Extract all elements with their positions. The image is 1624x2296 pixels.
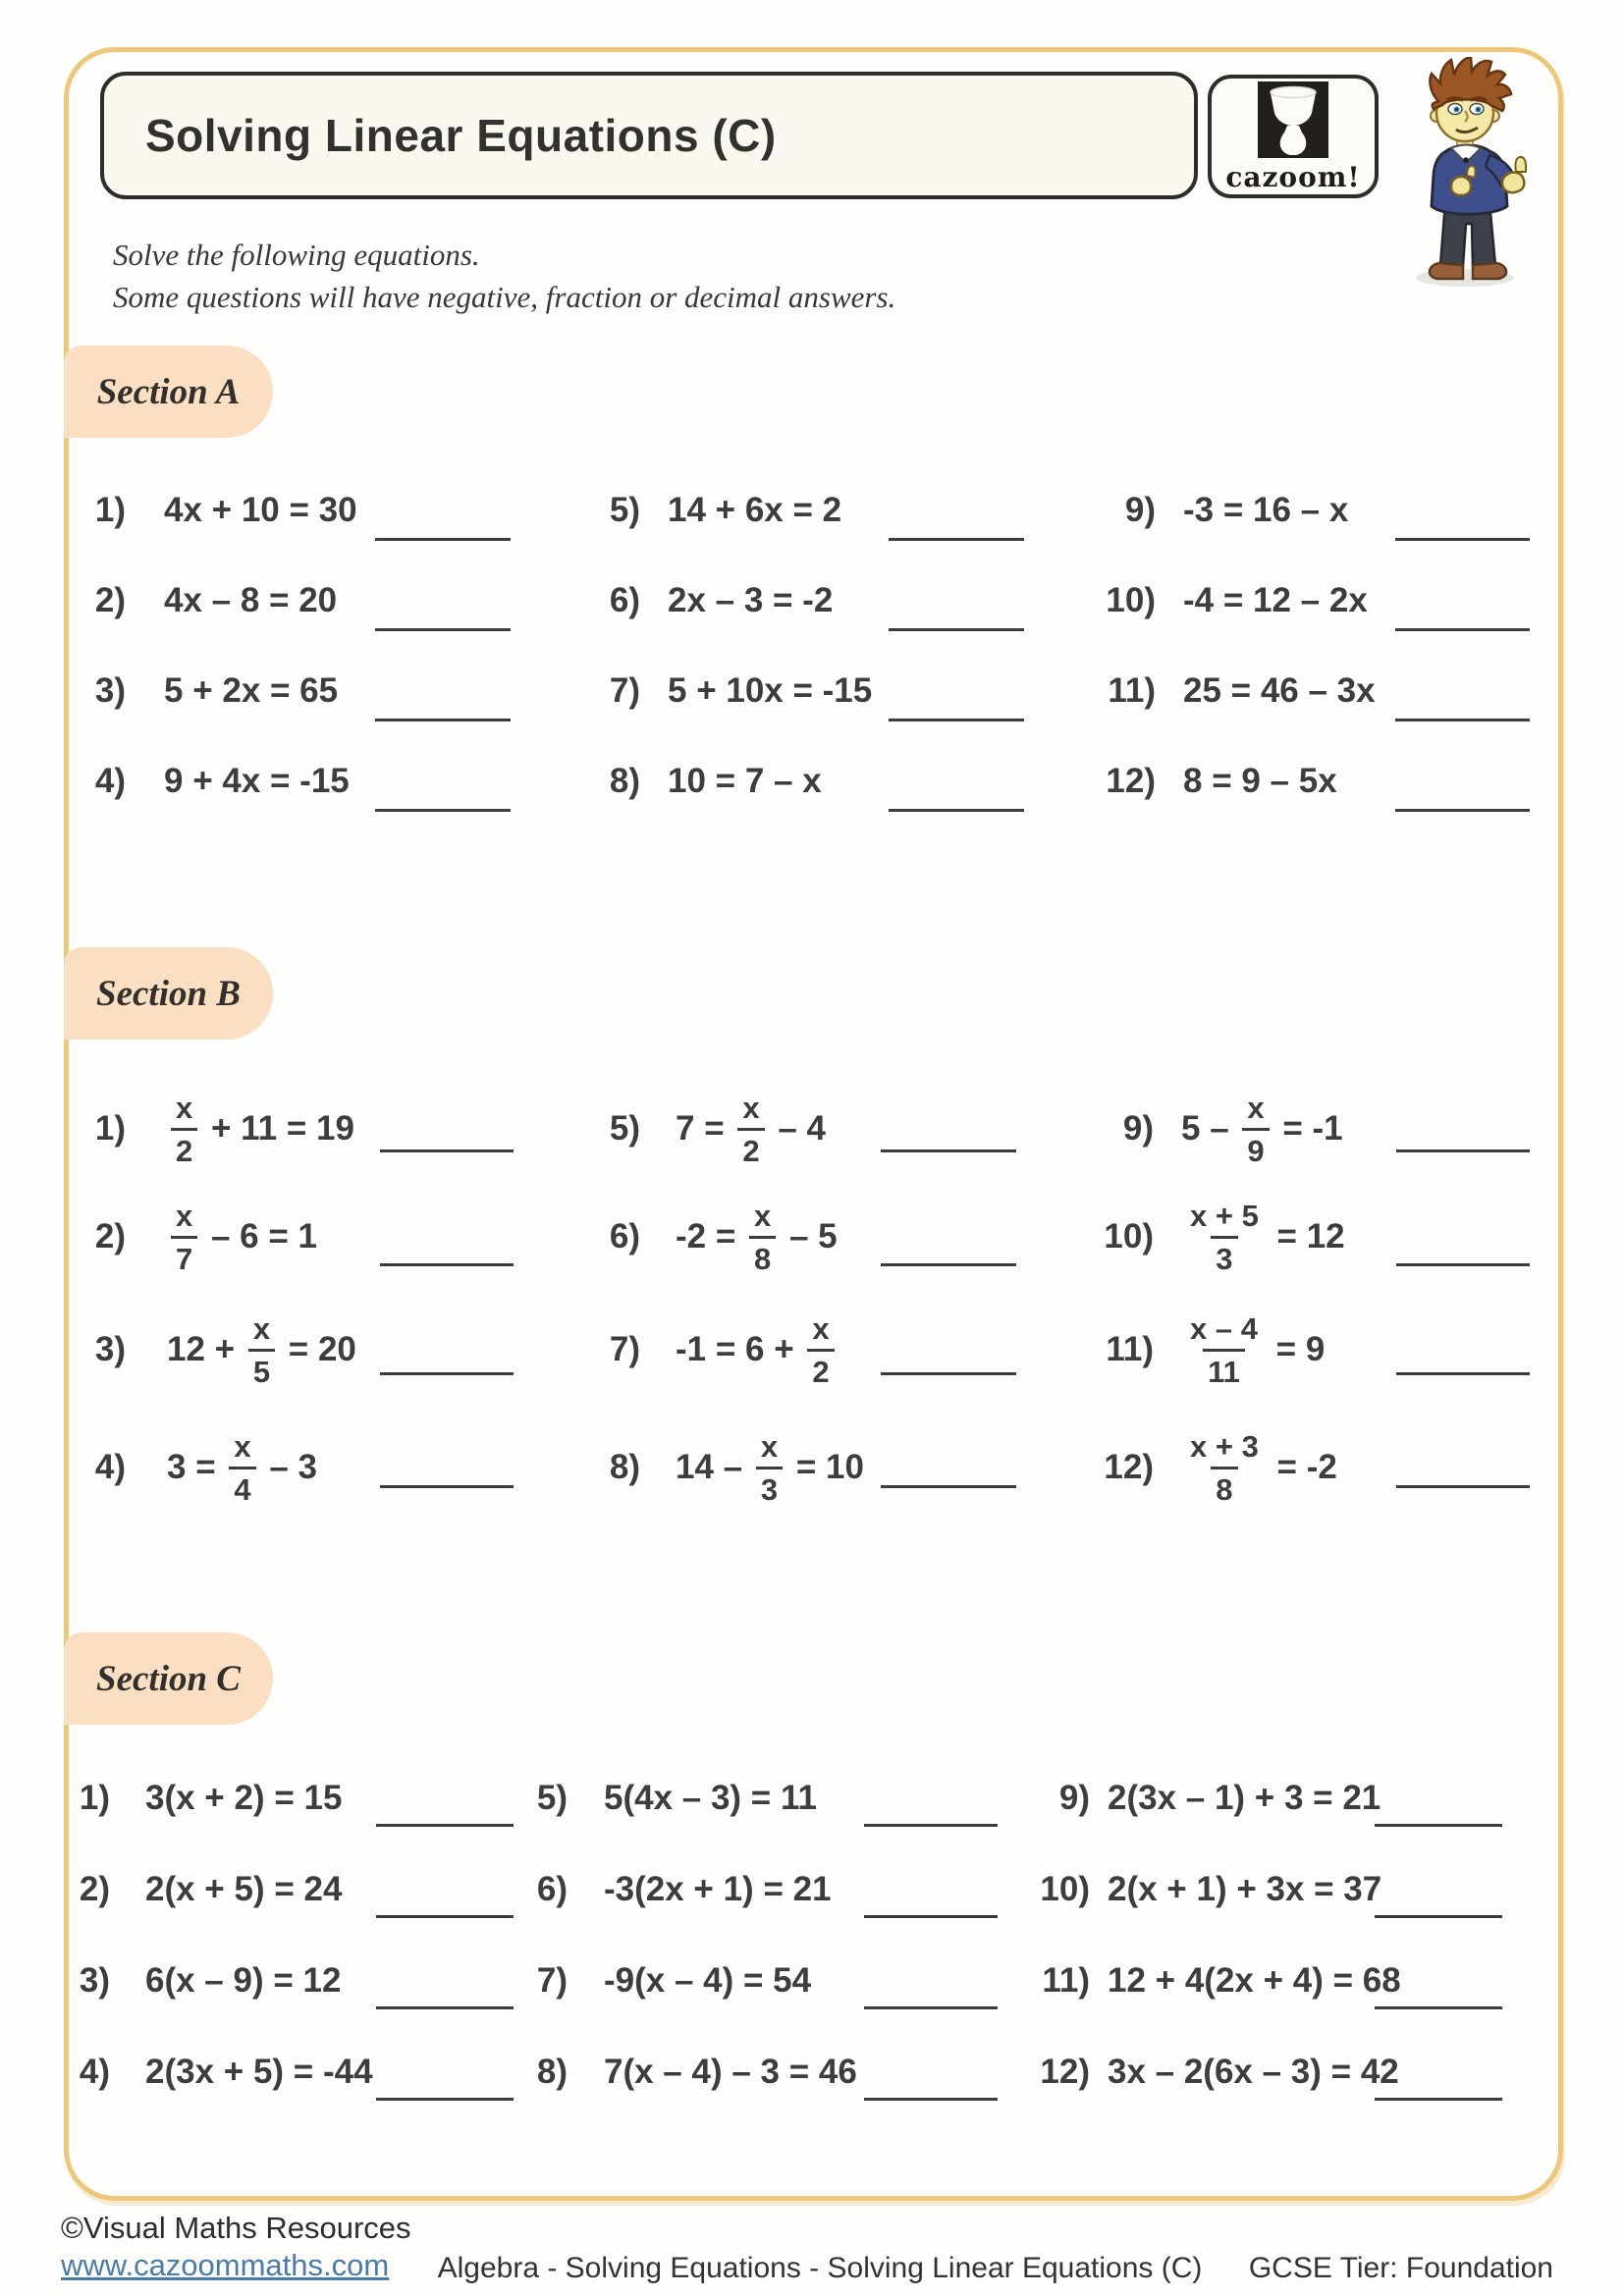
equation: 12 + 4(2x + 4) = 68 bbox=[1108, 1961, 1401, 2000]
instructions bbox=[113, 234, 895, 318]
answer-line bbox=[375, 809, 511, 812]
question-number: 4) bbox=[94, 1448, 126, 1486]
answer-line bbox=[380, 1149, 514, 1152]
equation: 9 + 4x = -15 bbox=[164, 762, 350, 800]
answer-line bbox=[881, 1263, 1016, 1266]
fraction: $\frac{x}{5}$ bbox=[248, 1313, 275, 1387]
fraction: $\frac{x}{8}$ bbox=[749, 1201, 776, 1274]
answer-line bbox=[881, 1485, 1016, 1488]
equation: 5 + 2x = 65 bbox=[164, 671, 339, 710]
question-number: 4) bbox=[94, 762, 126, 800]
question-number: 7) bbox=[609, 671, 640, 710]
answer-line bbox=[1375, 2006, 1502, 2009]
question-number: 2) bbox=[94, 1217, 126, 1255]
question-number: 6) bbox=[609, 1217, 640, 1255]
footer-copyright: ©Visual Maths Resources bbox=[61, 2211, 411, 2245]
answer-line bbox=[889, 809, 1024, 812]
equation: $\frac{x - 4}{11}$ = 9 bbox=[1181, 1303, 1325, 1397]
answer-line bbox=[375, 538, 511, 541]
equation: -2 = $\frac{x}{8}$ – 5 bbox=[676, 1198, 838, 1276]
question-number: 8) bbox=[609, 762, 640, 800]
answer-line bbox=[1395, 809, 1530, 812]
brand-name: cazoom! bbox=[1225, 161, 1361, 193]
fraction: $\frac{x}{2}$ bbox=[737, 1093, 764, 1166]
answer-line bbox=[1396, 1263, 1530, 1266]
equation: 12 + $\frac{x}{5}$ = 20 bbox=[167, 1310, 356, 1389]
instructions-line-2: Some questions will have negative, fraction or decimal answers. bbox=[113, 280, 896, 314]
question-number: 11) bbox=[1108, 671, 1156, 710]
answer-line bbox=[881, 1149, 1016, 1152]
answer-line bbox=[1396, 1372, 1530, 1375]
question-number: 11) bbox=[1042, 1961, 1090, 2000]
equation: -1 = 6 + $\frac{x}{2}$ bbox=[676, 1303, 839, 1397]
answer-line bbox=[889, 628, 1024, 631]
question-number: 3) bbox=[94, 1330, 126, 1368]
boy-thumbs-up-illustration bbox=[1394, 57, 1542, 288]
question-number: 12) bbox=[1106, 762, 1156, 800]
equation: -4 = 12 – 2x bbox=[1183, 581, 1368, 619]
answer-line bbox=[1375, 1824, 1502, 1827]
question-number: 8) bbox=[609, 1448, 640, 1486]
cazoommaths-link[interactable]: www.cazoommaths.com bbox=[61, 2248, 390, 2282]
question-number: 4) bbox=[79, 2053, 110, 2091]
fraction: $\frac{x + 5}{3}$ bbox=[1190, 1198, 1259, 1276]
equation: 14 + 6x = 2 bbox=[668, 491, 842, 529]
equation: 3x – 2(6x – 3) = 42 bbox=[1108, 2053, 1399, 2091]
fraction: $\frac{x + 3}{8}$ bbox=[1190, 1428, 1259, 1507]
question-number: 9) bbox=[1124, 491, 1156, 529]
equation: $\frac{x + 5}{3}$ = 12 bbox=[1181, 1190, 1345, 1284]
answer-line bbox=[1396, 1149, 1530, 1152]
question-number: 10) bbox=[1104, 1217, 1154, 1255]
page-title: Solving Linear Equations (C) bbox=[145, 110, 777, 161]
equation: 5 – $\frac{x}{9}$ = -1 bbox=[1181, 1090, 1343, 1168]
question-number: 6) bbox=[536, 1870, 568, 1908]
equation: -3 = 16 – x bbox=[1183, 491, 1349, 529]
equation: 4x – 8 = 20 bbox=[164, 581, 338, 619]
djembe-drum-icon bbox=[1257, 81, 1329, 162]
fraction: $\frac{x}{2}$ bbox=[807, 1313, 834, 1387]
equation: 2x – 3 = -2 bbox=[668, 581, 834, 619]
equation: 3(x + 2) = 15 bbox=[145, 1779, 343, 1817]
equation: -3(2x + 1) = 21 bbox=[604, 1870, 832, 1908]
answer-line bbox=[376, 1824, 514, 1827]
question-number: 8) bbox=[536, 2053, 568, 2091]
equation: 2(3x – 1) + 3 = 21 bbox=[1108, 1779, 1381, 1817]
answer-line bbox=[1396, 1485, 1530, 1488]
equation: 2(x + 1) + 3x = 37 bbox=[1108, 1870, 1382, 1908]
question-number: 10) bbox=[1106, 581, 1156, 619]
section-b-label: Section B bbox=[64, 947, 273, 1040]
equation: $\frac{x + 3}{8}$ = -2 bbox=[1181, 1420, 1337, 1515]
question-number: 3) bbox=[79, 1961, 110, 2000]
title-box bbox=[100, 72, 1198, 199]
answer-line bbox=[1375, 1915, 1502, 1918]
equation: 3 = $\frac{x}{4}$ – 3 bbox=[167, 1428, 317, 1507]
question-number: 1) bbox=[94, 1109, 126, 1148]
question-number: 5) bbox=[609, 491, 640, 529]
equation: 10 = 7 – x bbox=[668, 762, 822, 800]
answer-line bbox=[376, 2098, 514, 2101]
fraction: $\frac{x}{4}$ bbox=[229, 1431, 255, 1505]
fraction: $\frac{x}{3}$ bbox=[756, 1431, 783, 1505]
equation: 5 + 10x = -15 bbox=[668, 671, 873, 710]
equation: $\frac{x}{7}$ – 6 = 1 bbox=[167, 1190, 317, 1284]
equation: $\frac{x}{2}$ + 11 = 19 bbox=[167, 1082, 354, 1176]
fraction: $\frac{x}{9}$ bbox=[1242, 1093, 1269, 1166]
equation: 25 = 46 – 3x bbox=[1183, 671, 1376, 710]
equation: 2(3x + 5) = -44 bbox=[145, 2053, 373, 2091]
equation: 5(4x – 3) = 11 bbox=[604, 1779, 817, 1817]
question-number: 7) bbox=[536, 1961, 568, 2000]
equation: 6(x – 9) = 12 bbox=[145, 1961, 342, 2000]
section-a-label: Section A bbox=[64, 346, 273, 438]
question-number: 1) bbox=[79, 1779, 110, 1817]
footer-breadcrumb: Algebra - Solving Equations - Solving Linear Equations (C) bbox=[437, 2252, 1203, 2284]
footer-tier: GCSE Tier: Foundation bbox=[1248, 2252, 1553, 2284]
question-number: 7) bbox=[609, 1330, 640, 1368]
equation: 14 – $\frac{x}{3}$ = 10 bbox=[676, 1428, 864, 1507]
answer-line bbox=[864, 1915, 998, 1918]
equation: 4x + 10 = 30 bbox=[164, 491, 357, 529]
question-number: 9) bbox=[1122, 1109, 1154, 1148]
answer-line bbox=[1395, 538, 1530, 541]
question-number: 9) bbox=[1058, 1779, 1090, 1817]
question-number: 5) bbox=[536, 1779, 568, 1817]
question-number: 3) bbox=[94, 671, 126, 710]
question-number: 12) bbox=[1104, 1448, 1154, 1486]
answer-line bbox=[864, 2006, 998, 2009]
answer-line bbox=[864, 2098, 998, 2101]
answer-line bbox=[375, 719, 511, 721]
section-c-label: Section C bbox=[64, 1632, 273, 1725]
answer-line bbox=[864, 1824, 998, 1827]
answer-line bbox=[1375, 2098, 1502, 2101]
fraction: $\frac{x}{2}$ bbox=[171, 1093, 197, 1166]
answer-line bbox=[380, 1263, 514, 1266]
equation: 7(x – 4) – 3 = 46 bbox=[604, 2053, 857, 2091]
answer-line bbox=[889, 719, 1024, 721]
answer-line bbox=[889, 538, 1024, 541]
fraction: $\frac{x}{7}$ bbox=[171, 1201, 197, 1274]
answer-line bbox=[375, 628, 511, 631]
cazoom-logo-box bbox=[1208, 75, 1379, 198]
question-number: 2) bbox=[79, 1870, 110, 1908]
answer-line bbox=[376, 1915, 514, 1918]
question-number: 5) bbox=[609, 1109, 640, 1148]
answer-line bbox=[1395, 628, 1530, 631]
question-number: 12) bbox=[1040, 2053, 1090, 2091]
answer-line bbox=[376, 2006, 514, 2009]
answer-line bbox=[881, 1372, 1016, 1375]
equation: 8 = 9 – 5x bbox=[1183, 762, 1337, 800]
equation: 2(x + 5) = 24 bbox=[145, 1870, 343, 1908]
question-number: 1) bbox=[94, 491, 126, 529]
equation: -9(x – 4) = 54 bbox=[604, 1961, 812, 2000]
answer-line bbox=[1395, 719, 1530, 721]
instructions-line-1: Solve the following equations. bbox=[113, 238, 480, 272]
answer-line bbox=[380, 1485, 514, 1488]
question-number: 2) bbox=[94, 581, 126, 619]
answer-line bbox=[380, 1372, 514, 1375]
question-number: 10) bbox=[1040, 1870, 1090, 1908]
equation: 7 = $\frac{x}{2}$ – 4 bbox=[676, 1090, 826, 1168]
question-number: 6) bbox=[609, 581, 640, 619]
fraction: $\frac{x - 4}{11}$ bbox=[1190, 1310, 1258, 1389]
question-number: 11) bbox=[1106, 1330, 1154, 1368]
